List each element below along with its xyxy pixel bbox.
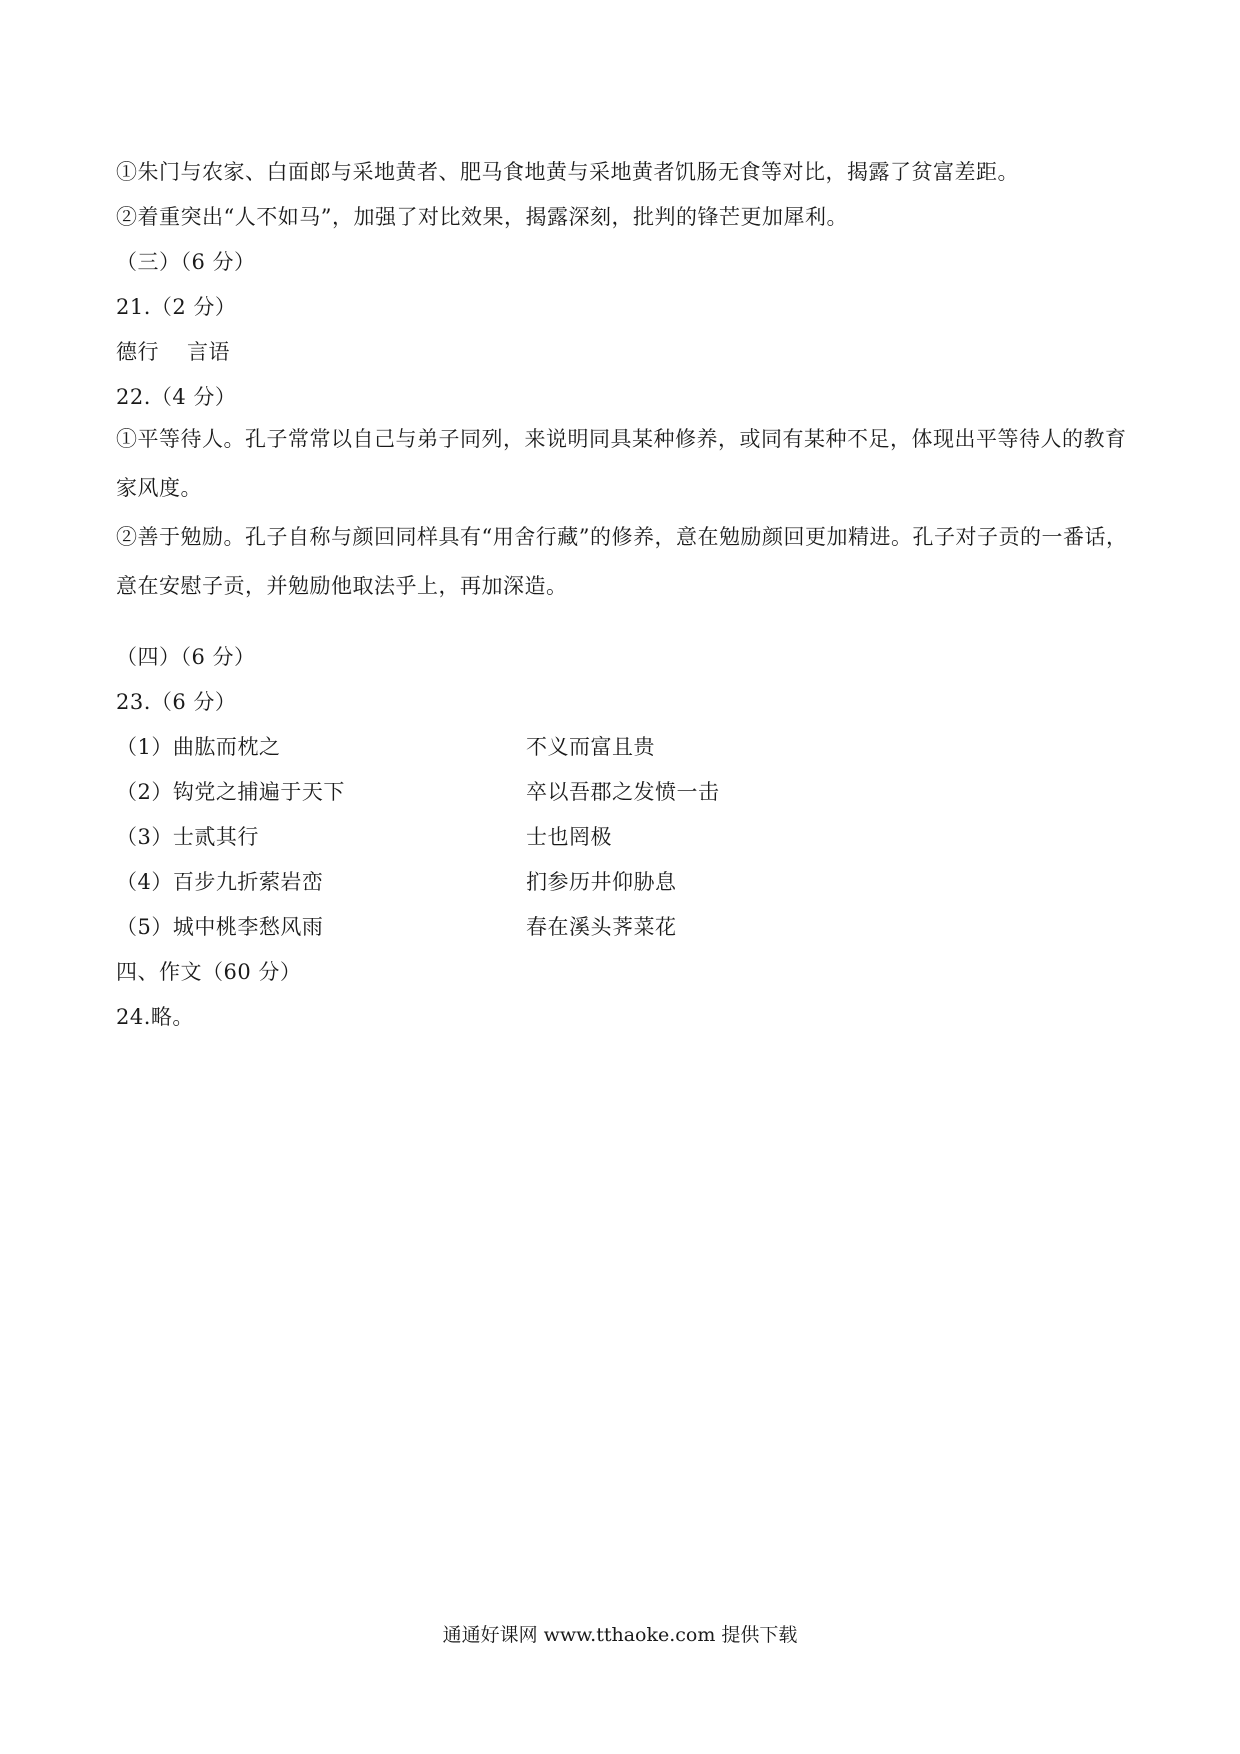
q23-row-5-left: （5）城中桃李愁风雨 (116, 915, 324, 939)
answer-21 (116, 338, 230, 366)
q23-row-5 (116, 913, 677, 941)
answer-20-point-1: ①朱门与农家、白面郎与采地黄者、肥马食地黄与采地黄者饥肠无食等对比，揭露了贫富差距。 (116, 160, 1019, 184)
answer-22-point-2: ②善于勉励。孔子自称与颜回同样具有“用舍行藏”的修养，意在勉励颜回更加精进。孔子对子贡的一番话，意在安慰子贡，并勉励他取法乎上，再加深造。 (116, 525, 1128, 598)
q23-row-4-left: （4）百步九折萦岩峦 (116, 870, 324, 894)
page-footer: 通通好课网 www.tthaoke.com 提供下载 (442, 1624, 798, 1646)
q23-row-3-left: （3）士贰其行 (116, 825, 259, 849)
q23-row-4-right: 扪参历井仰胁息 (526, 870, 677, 894)
question-23-heading: 23.（6 分） (116, 690, 237, 714)
answer-22-point-1: ①平等待人。孔子常常以自己与弟子同列，来说明同具某种修养，或同有某种不足，体现出平等待人的教育家风度。 (116, 427, 1127, 500)
q23-row-2-left: （2）钩党之捕遍于天下 (116, 780, 345, 804)
q23-row-1 (116, 733, 655, 761)
q23-row-1-left: （1）曲肱而枕之 (116, 735, 281, 759)
answer-21-part-2: 言语 (187, 340, 230, 364)
section-4-heading: （四）（6 分） (116, 645, 256, 669)
q23-row-2-right: 卒以吾郡之发愤一击 (526, 780, 720, 804)
q23-row-3 (116, 823, 612, 851)
question-21-heading: 21.（2 分） (116, 295, 237, 319)
answer-24: 24.略。 (116, 1005, 194, 1029)
q23-row-2 (116, 778, 720, 806)
q23-row-4 (116, 868, 677, 896)
section-3-heading: （三）（6 分） (116, 250, 256, 274)
answer-21-part-1: 德行 (116, 340, 159, 364)
q23-row-5-right: 春在溪头荠菜花 (526, 915, 677, 939)
q23-row-1-right: 不义而富且贵 (526, 735, 655, 759)
essay-section-heading: 四、作文（60 分） (116, 960, 302, 984)
question-22-heading: 22.（4 分） (116, 385, 237, 409)
answer-20-point-2: ②着重突出“人不如马”，加强了对比效果，揭露深刻，批判的锋芒更加犀利。 (116, 205, 848, 229)
q23-row-3-right: 士也罔极 (526, 825, 612, 849)
